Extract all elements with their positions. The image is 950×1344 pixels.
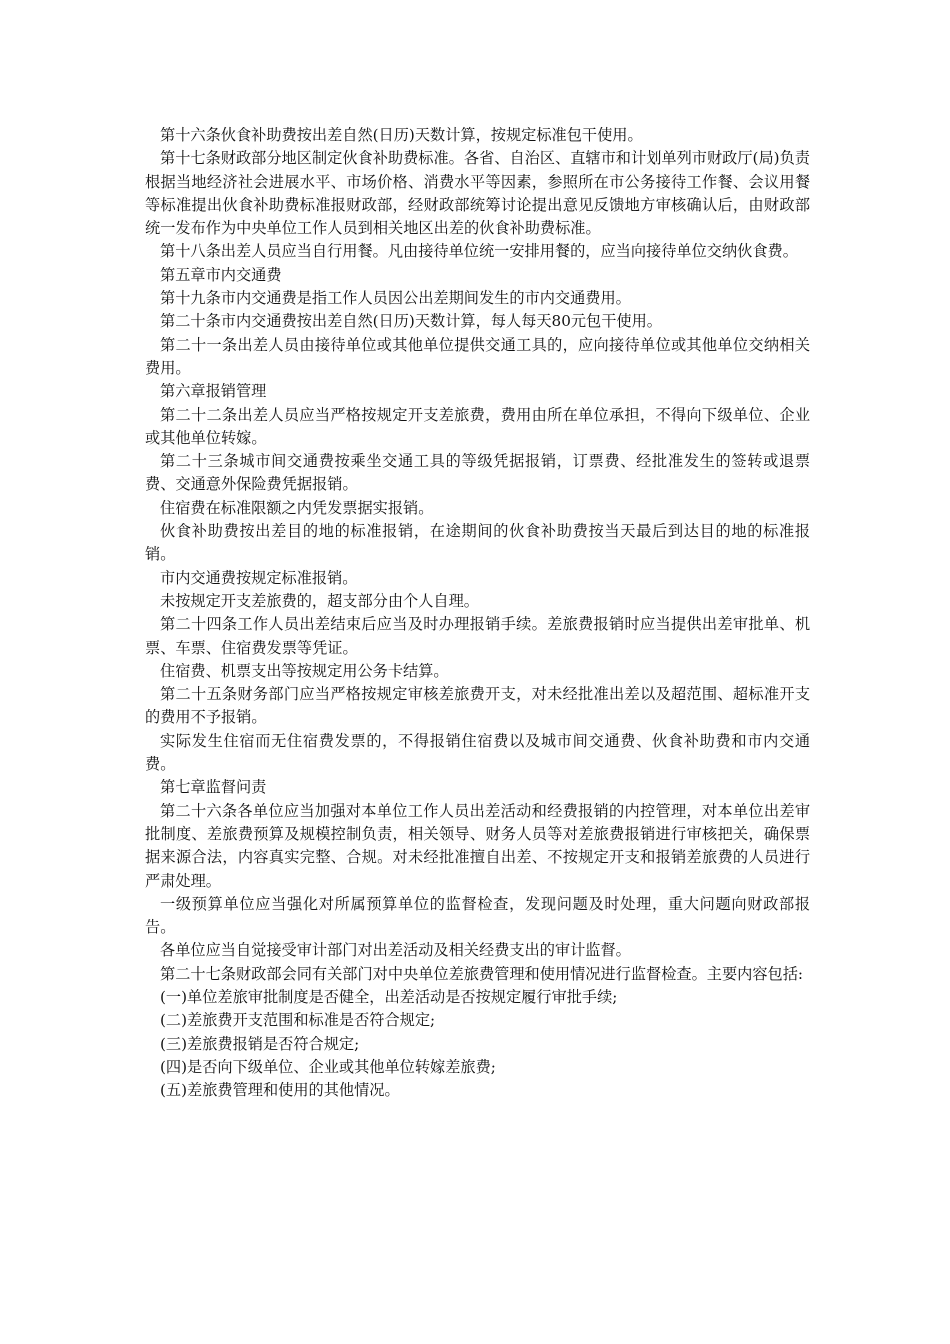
list-item: (三)差旅费报销是否符合规定;: [160, 1034, 360, 1053]
paragraph: 第二十四条工作人员出差结束后应当及时办理报销手续。差旅费报销时应当提供出差审批单、机票、车票、住宿费发票等凭证。: [145, 615, 810, 657]
paragraph: 一级预算单位应当强化对所属预算单位的监督检查，发现问题及时处理，重大问题向财政部报告。: [145, 894, 810, 937]
list-item: (一)单位差旅审批制度是否健全，出差活动是否按规定履行审批手续;: [160, 987, 618, 1006]
paragraph: 伙食补助费按出差目的地的标准报销，在途期间的伙食补助费按当天最后到达目的地的标准报销。: [145, 522, 810, 564]
paragraph: 第二十六条各单位应当加强对本单位工作人员出差活动和经费报销的内控管理，对本单位出差审批制度、差旅费预算及规模控制负责，相关领导、财务人员等对差旅费报销进行审核把关，确保票据来源合法，内容真实完整、合规。对未经批准擅自出差、不按规定开支和报销差旅费的人员进行严肃处理。: [145, 801, 810, 890]
list-item: (五)差旅费管理和使用的其他情况。: [160, 1081, 400, 1100]
paragraph: 未按规定开支差旅费的，超支部分由个人自理。: [160, 591, 479, 610]
chapter-heading: 第七章监督问责: [160, 778, 267, 797]
paragraph: 住宿费、机票支出等按规定用公务卡结算。: [160, 661, 449, 680]
paragraph: 第二十条市内交通费按出差自然(日历)天数计算，每人每天80元包干使用。: [160, 312, 662, 331]
document-body: [145, 124, 810, 1102]
paragraph: 第二十七条财政部会同有关部门对中央单位差旅费管理和使用情况进行监督检查。主要内容包括:: [160, 964, 803, 983]
chapter-heading: 第五章市内交通费: [160, 265, 282, 284]
paragraph: 实际发生住宿而无住宿费发票的，不得报销住宿费以及城市间交通费、伙食补助费和市内交通费。: [145, 731, 810, 774]
paragraph: 市内交通费按规定标准报销。: [160, 568, 358, 587]
paragraph: 第二十一条出差人员由接待单位或其他单位提供交通工具的，应向接待单位或其他单位交纳相关费用。: [145, 335, 810, 377]
paragraph: 第十七条财政部分地区制定伙食补助费标准。各省、自治区、直辖市和计划单列市财政厅(局)负责根据当地经济社会进展水平、市场价格、消费水平等因素，参照所在市公务接待工作餐、会议用餐等标准提出伙食补助费标准报财政部，经财政部统筹讨论提出意见反馈地方审核确认后，由财政部统一发布作为中央单位工作人员到相关地区出差的伙食补助费标准。: [145, 149, 810, 238]
paragraph: 第十六条伙食补助费按出差自然(日历)天数计算，按规定标准包干使用。: [160, 126, 643, 144]
list-item: (二)差旅费开支范围和标准是否符合规定;: [160, 1011, 436, 1030]
paragraph: 第二十二条出差人员应当严格按规定开支差旅费，费用由所在单位承担，不得向下级单位、企业或其他单位转嫁。: [145, 405, 810, 447]
paragraph: 住宿费在标准限额之内凭发票据实报销。: [160, 498, 434, 517]
paragraph: 第二十五条财务部门应当严格按规定审核差旅费开支，对未经批准出差以及超范围、超标准开支的费用不予报销。: [145, 685, 810, 727]
paragraph: 第十九条市内交通费是指工作人员因公出差期间发生的市内交通费用。: [160, 289, 631, 308]
paragraph: 各单位应当自觉接受审计部门对出差活动及相关经费支出的审计监督。: [160, 941, 631, 960]
paragraph: 第二十三条城市间交通费按乘坐交通工具的等级凭据报销，订票费、经批准发生的签转或退票费、交通意外保险费凭据报销。: [145, 452, 810, 494]
list-item: (四)是否向下级单位、企业或其他单位转嫁差旅费;: [160, 1057, 496, 1076]
paragraph: 第十八条出差人员应当自行用餐。凡由接待单位统一安排用餐的，应当向接待单位交纳伙食费。: [160, 242, 798, 261]
chapter-heading: 第六章报销管理: [160, 382, 267, 401]
